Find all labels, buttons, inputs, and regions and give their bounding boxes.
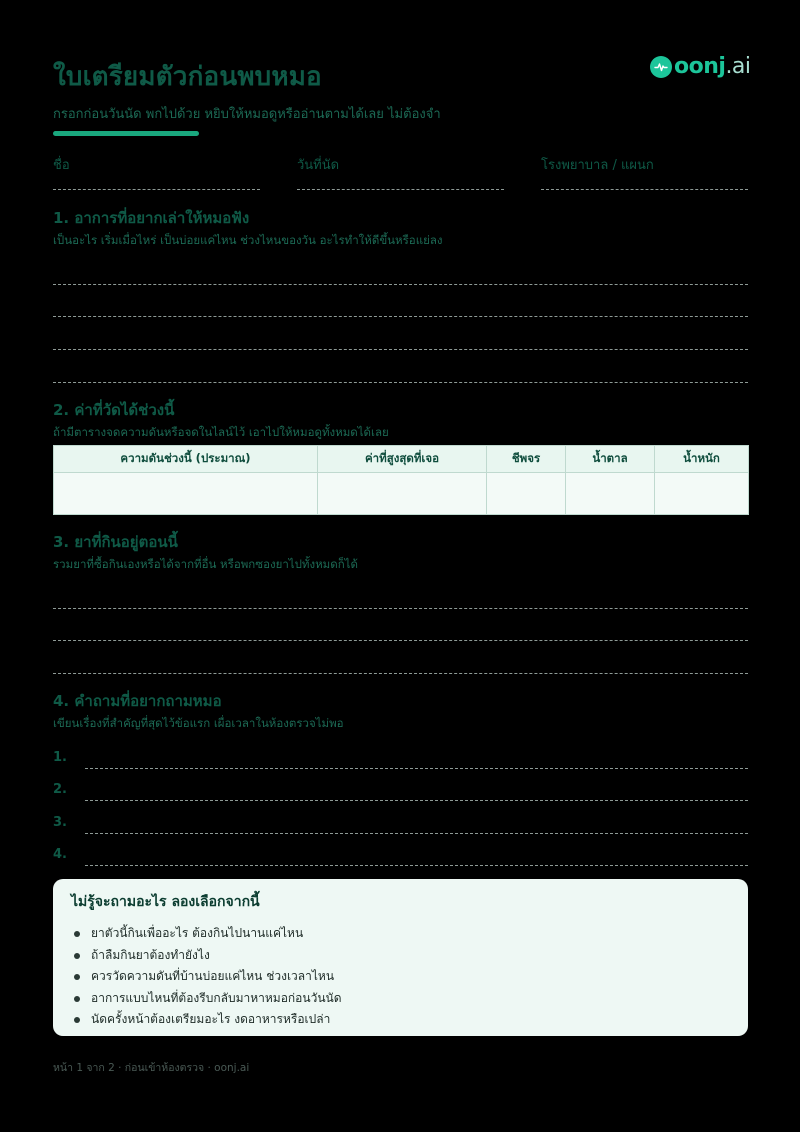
questions-section-title: 4. คำถามที่อยากถามหมอ [53,692,222,710]
question-answer-line[interactable] [85,865,748,866]
page-footer: หน้า 1 จาก 2 · ก่อนเข้าห้องตรวจ · oonj.ai [53,1062,250,1074]
appointment-date-label: วันที่นัด [297,158,340,173]
question-answer-line[interactable] [85,800,748,801]
heartbeat-chat-icon [650,56,672,78]
symptoms-section-description: เป็นอะไร เริ่มเมื่อไหร่ เป็นบ่อยแค่ไหน ช่วงไหนของวัน อะไรทำให้ดีขึ้นหรือแย่ลง [53,233,443,247]
page-subtitle: กรอกก่อนวันนัด พกไปด้วย หยิบให้หมอดูหรืออ่านตามได้เลย ไม่ต้องจำ [53,107,441,122]
question-number: 2. [53,782,67,797]
blood-pressure-column-header: ความดันช่วงนี้ (ประมาณ) [54,446,318,473]
pulse-column-header: ชีพจร [487,446,566,473]
question-number: 1. [53,750,67,765]
measurements-section-title: 2. ค่าที่วัดได้ช่วงนี้ [53,401,175,419]
brand-wordmark-main: oonj [674,54,726,79]
appointment-date-field[interactable] [297,189,504,190]
suggestion-item: ถ้าลืมกินยาต้องทำยังไง [71,945,730,967]
medications-write-line[interactable] [53,640,748,641]
title-accent-bar [53,131,199,136]
suggestions-title: ไม่รู้จะถามอะไร ลองเลือกจากนี้ [71,894,260,910]
brand-wordmark-suffix: .ai [725,54,751,79]
measurements-section-description: ถ้ามีตารางจดความดันหรือจดในไลน์ไว้ เอาไปให้หมอดูทั้งหมดได้เลย [53,425,389,439]
vitals-table-row [54,473,749,515]
question-answer-line[interactable] [85,768,748,769]
question-suggestions-box [53,879,748,1036]
brand-wordmark [674,56,751,78]
symptoms-write-line[interactable] [53,316,748,317]
medications-write-line[interactable] [53,608,748,609]
hospital-department-label: โรงพยาบาล / แผนก [541,158,654,173]
symptoms-write-line[interactable] [53,284,748,285]
suggestion-item: ยาตัวนี้กินเพื่ออะไร ต้องกินไปนานแค่ไหน [71,923,730,945]
name-field[interactable] [53,189,260,190]
medications-section-description: รวมยาที่ซื้อกินเองหรือได้จากที่อื่น หรือพกซองยาไปทั้งหมดก็ได้ [53,557,358,571]
medications-write-line[interactable] [53,673,748,674]
brand-logo [650,52,751,82]
question-number: 4. [53,847,67,862]
weight-cell[interactable] [655,473,749,515]
highest-value-cell[interactable] [318,473,487,515]
suggestion-item: อาการแบบไหนที่ต้องรีบกลับมาหาหมอก่อนวันนัด [71,988,730,1010]
vitals-table [53,445,749,515]
pulse-cell[interactable] [487,473,566,515]
symptoms-write-line[interactable] [53,382,748,383]
weight-column-header: น้ำหนัก [655,446,749,473]
suggestion-item: ควรวัดความดันที่บ้านบ่อยแค่ไหน ช่วงเวลาไหน [71,966,730,988]
page-title: ใบเตรียมตัวก่อนพบหมอ [53,62,322,92]
suggestion-item: นัดครั้งหน้าต้องเตรียมอะไร งดอาหารหรือเปล่า [71,1009,730,1031]
question-answer-line[interactable] [85,833,748,834]
blood-sugar-cell[interactable] [566,473,655,515]
blood-pressure-cell[interactable] [54,473,318,515]
suggestions-list [71,923,730,1031]
vitals-table-header-row [54,446,749,473]
highest-value-column-header: ค่าที่สูงสุดที่เจอ [318,446,487,473]
symptoms-write-line[interactable] [53,349,748,350]
name-label: ชื่อ [53,158,70,173]
hospital-department-field[interactable] [541,189,748,190]
blood-sugar-column-header: น้ำตาล [566,446,655,473]
symptoms-section-title: 1. อาการที่อยากเล่าให้หมอฟัง [53,209,250,227]
questions-section-description: เขียนเรื่องที่สำคัญที่สุดไว้ข้อแรก เผื่อเวลาในห้องตรวจไม่พอ [53,716,344,730]
question-number: 3. [53,815,67,830]
medications-section-title: 3. ยาที่กินอยู่ตอนนี้ [53,533,178,551]
